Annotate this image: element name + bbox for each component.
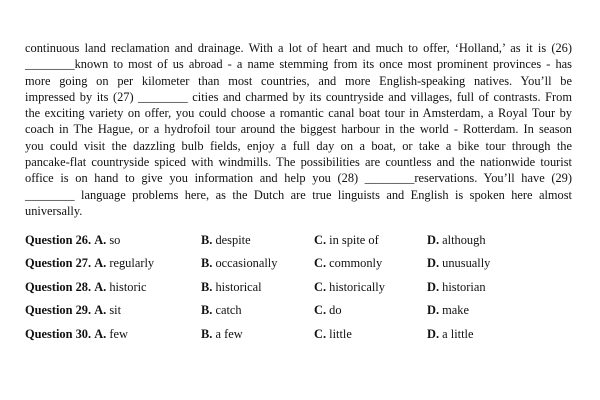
option-text: historic — [109, 279, 147, 294]
question-row-27 — [25, 252, 572, 276]
option-letter: D. — [427, 279, 440, 294]
option-text: regularly — [109, 256, 155, 271]
passage-line: ________ language problems here, as the Dutch are true linguists and English is spoken here almost — [25, 187, 572, 202]
option-letter: C. — [314, 326, 327, 341]
option-letter: D. — [427, 232, 440, 247]
option-text: make — [442, 303, 469, 318]
passage-line: you could visit the dazzling bulb fields, enjoy a full day on a boat, or take a bike tour through the — [25, 138, 572, 153]
reading-passage — [25, 40, 572, 219]
option-letter: B. — [201, 232, 213, 247]
option-text: historian — [442, 279, 486, 294]
question-number: Question 28. — [25, 279, 92, 294]
option-letter: C. — [314, 232, 327, 247]
question-row-28 — [25, 275, 572, 299]
option-letter: D. — [427, 256, 440, 271]
passage-line: the exciting variety on offer, you could choose a romantic canal boat tour in Amsterdam, a Royal Tour by — [25, 106, 572, 121]
option-b — [201, 233, 314, 248]
option-text: historically — [329, 279, 385, 294]
option-letter: A. — [94, 232, 107, 247]
option-text: a little — [442, 326, 474, 341]
option-c — [314, 233, 427, 248]
question-number: Question 30. — [25, 326, 92, 341]
option-b — [201, 327, 314, 342]
question-number: Question 27. — [25, 256, 92, 271]
option-letter: C. — [314, 303, 327, 318]
option-b — [201, 280, 314, 295]
option-text: catch — [215, 303, 242, 318]
question-row-26 — [25, 228, 572, 252]
option-letter: B. — [201, 279, 213, 294]
question-list — [25, 228, 572, 346]
option-letter: B. — [201, 303, 213, 318]
option-c — [314, 327, 427, 342]
option-a — [25, 233, 201, 248]
passage-line: more going on per kilometer than most countries, and more English-speaking natives. You’ll be — [25, 73, 572, 88]
option-letter: A. — [94, 256, 107, 271]
option-c — [314, 303, 427, 318]
passage-line: pancake-flat countryside spiced with windmills. The possibilities are countless and the nationwide tourist — [25, 155, 572, 170]
option-c — [314, 256, 427, 271]
option-b — [201, 303, 314, 318]
passage-line: coach in The Hague, or a hydrofoil tour around the biggest harbour in the world - Rotterdam. In season — [25, 122, 572, 137]
option-text: little — [329, 326, 352, 341]
option-text: a few — [215, 326, 243, 341]
passage-line: office is on hand to give you information and help you (28) ________reservations. You’ll have (29) — [25, 171, 572, 186]
option-text: so — [109, 232, 121, 247]
option-letter: B. — [201, 326, 213, 341]
option-text: despite — [215, 232, 251, 247]
option-letter: A. — [94, 303, 107, 318]
option-d — [427, 256, 567, 271]
option-d — [427, 280, 567, 295]
option-d — [427, 303, 567, 318]
option-letter: D. — [427, 303, 440, 318]
option-a — [25, 280, 201, 295]
passage-line: impressed by its (27) ________ cities and charmed by its countryside and villages, full of contrasts. From — [25, 89, 572, 104]
document-page — [25, 40, 572, 346]
option-text: sit — [109, 303, 122, 318]
question-row-29 — [25, 299, 572, 323]
question-number: Question 26. — [25, 232, 92, 247]
option-c — [314, 280, 427, 295]
option-a — [25, 256, 201, 271]
option-text: in spite of — [329, 232, 379, 247]
option-letter: B. — [201, 256, 213, 271]
question-number: Question 29. — [25, 303, 92, 318]
option-d — [427, 233, 567, 248]
option-letter: D. — [427, 326, 440, 341]
option-a — [25, 327, 201, 342]
option-text: historical — [215, 279, 262, 294]
option-b — [201, 256, 314, 271]
passage-line: continuous land reclamation and drainage. With a lot of heart and much to offer, ‘Holland,’ as it is (26) — [25, 41, 572, 55]
option-text: although — [442, 232, 486, 247]
option-text: unusually — [442, 256, 491, 271]
option-text: occasionally — [215, 256, 278, 271]
option-text: do — [329, 303, 342, 318]
passage-line: universally. — [25, 203, 83, 218]
passage-line: ________known to most of us abroad - a name stemming from its once most prominent provinces - has — [25, 57, 572, 72]
option-letter: A. — [94, 279, 107, 294]
question-row-30 — [25, 322, 572, 346]
option-letter: A. — [94, 326, 107, 341]
option-text: few — [109, 326, 128, 341]
option-d — [427, 327, 567, 342]
option-a — [25, 303, 201, 318]
option-text: commonly — [329, 256, 383, 271]
option-letter: C. — [314, 279, 327, 294]
option-letter: C. — [314, 256, 327, 271]
